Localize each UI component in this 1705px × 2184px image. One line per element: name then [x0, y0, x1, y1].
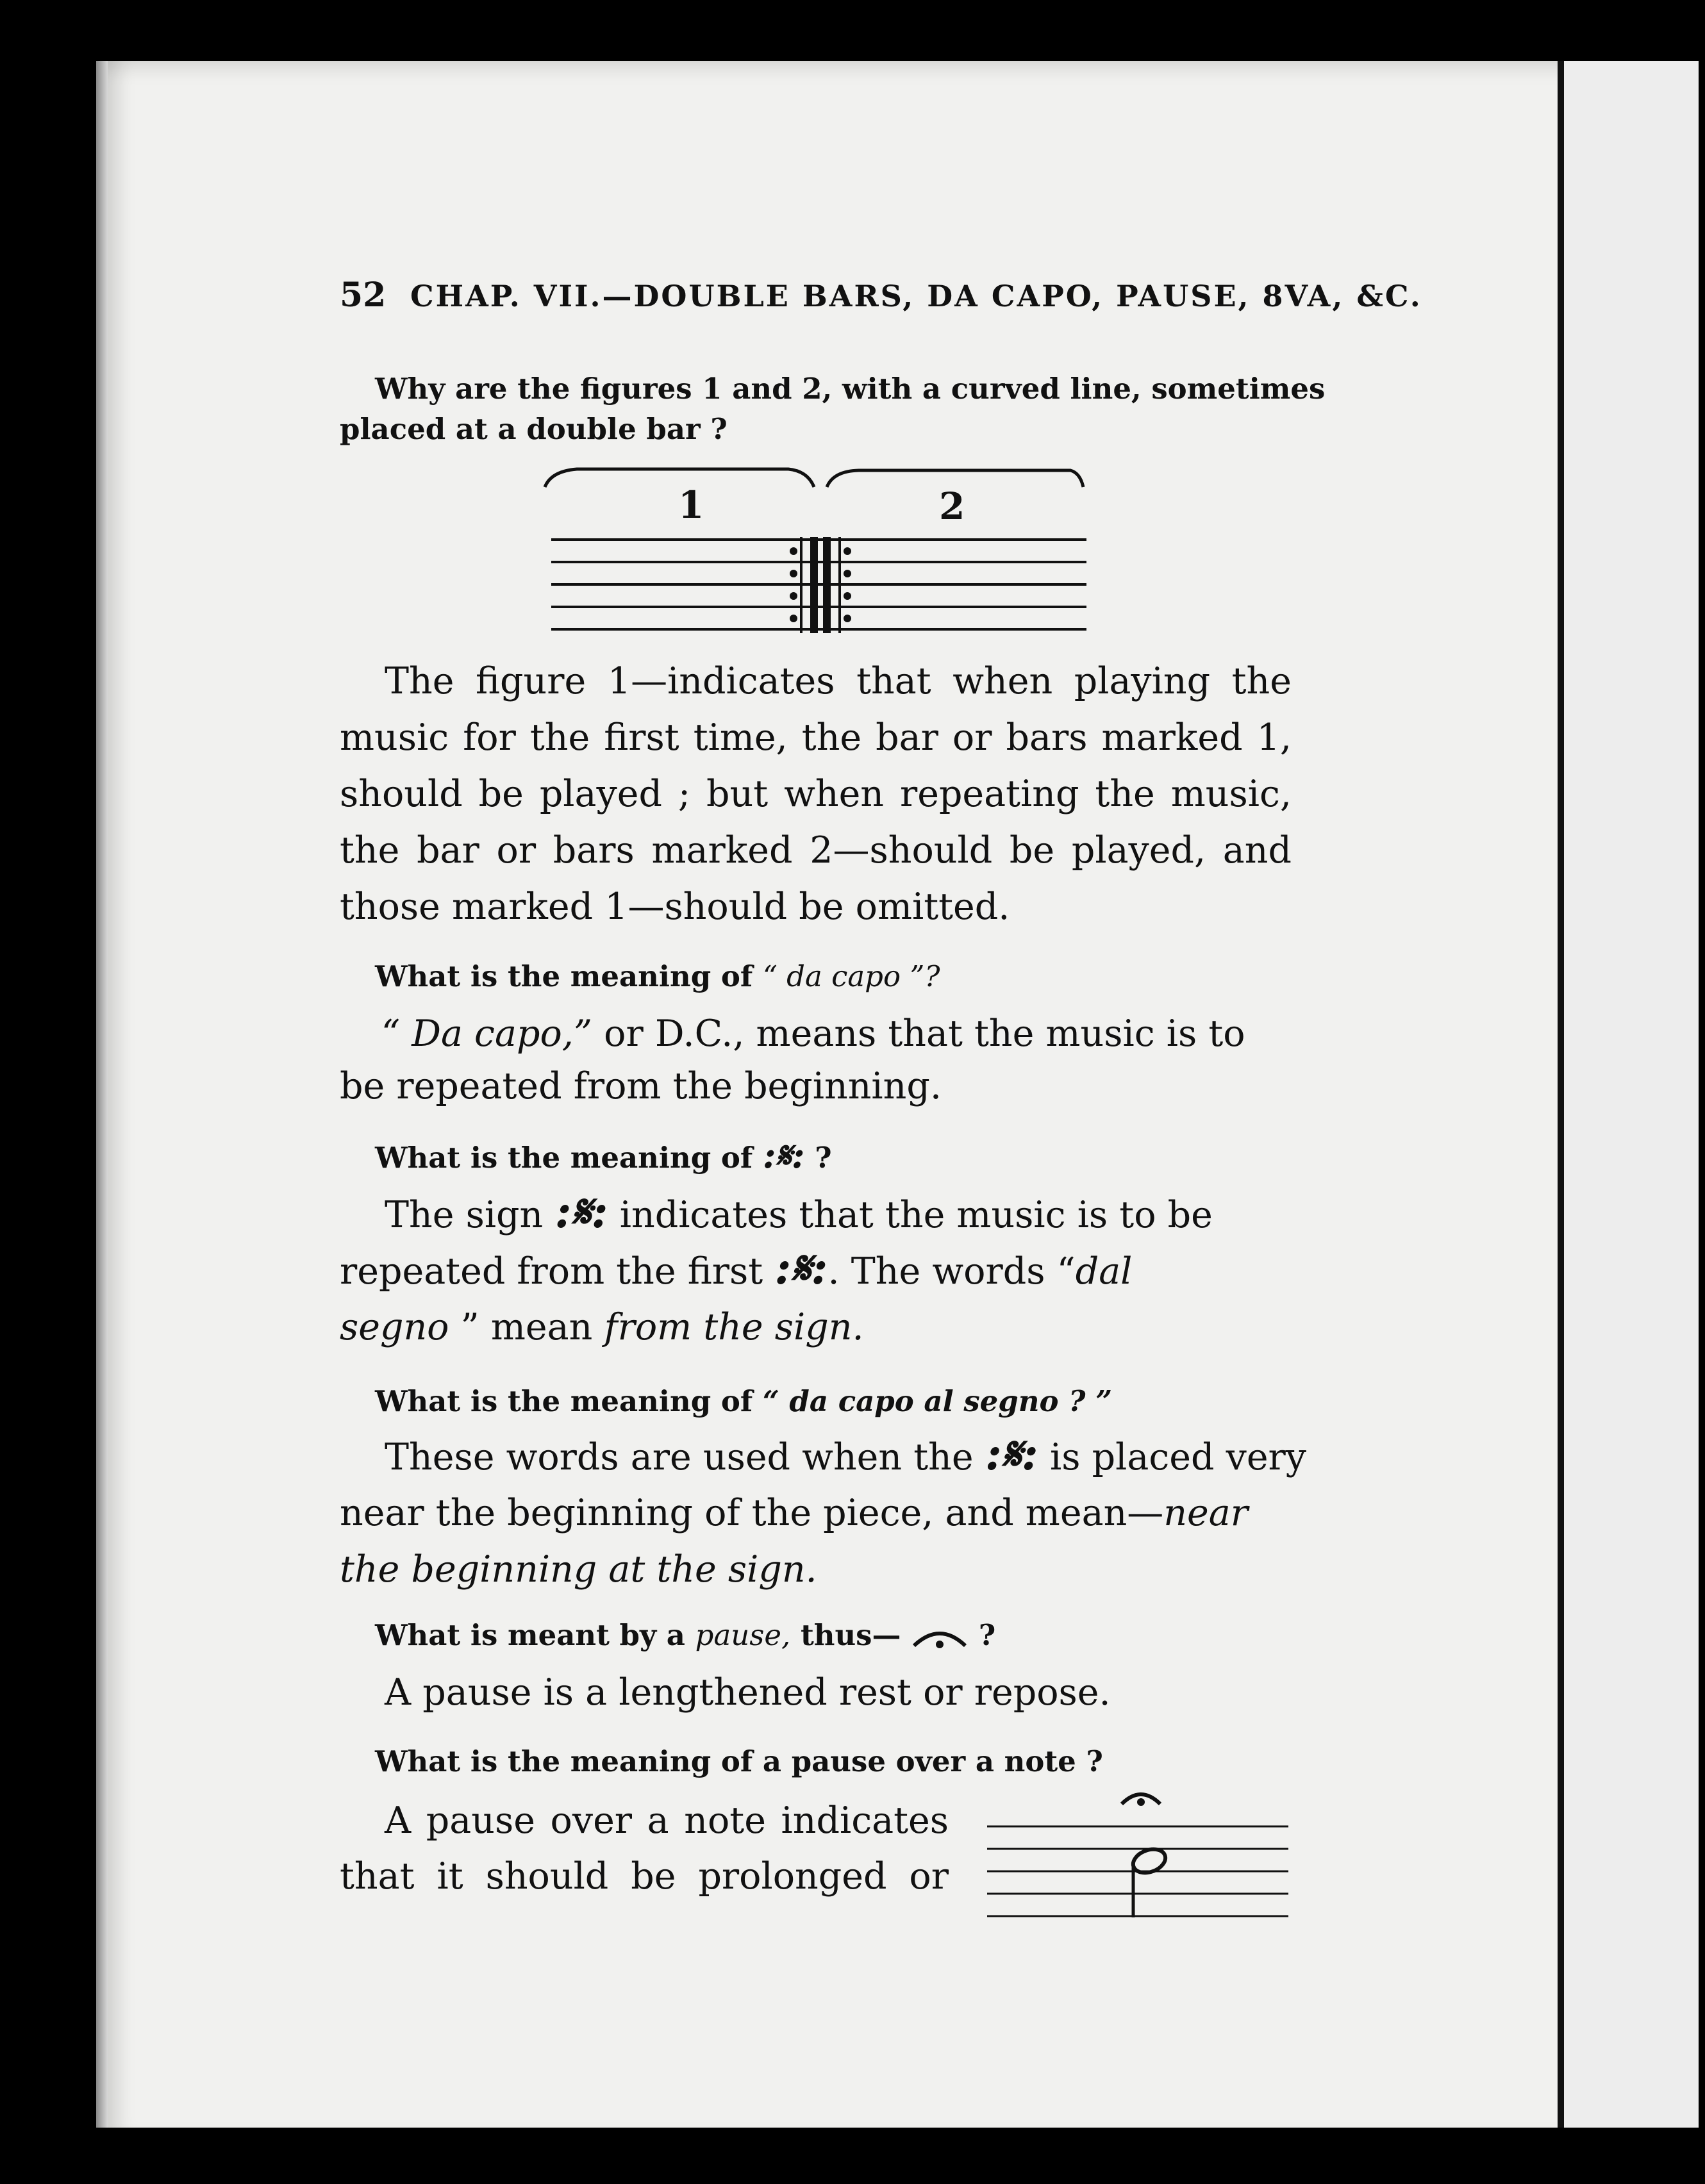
question-3-suffix: ?	[804, 1141, 832, 1175]
segno-sign-icon: :𝄋:	[774, 1241, 828, 1295]
segno-sign-icon: :𝄋:	[985, 1427, 1038, 1480]
answer-5: A pause is a lengthened rest or repose.	[385, 1671, 1111, 1714]
answer-3-line-1	[385, 1184, 1333, 1238]
answer-4-line-2-a: near the beginning of the piece, and mean—	[340, 1492, 1164, 1534]
answer-4-line-1-a: These words are used when the	[385, 1436, 985, 1478]
answer-3-line-3-b: ” mean	[449, 1306, 604, 1348]
answer-6-line-1-text: A pause over a note indicates	[385, 1799, 949, 1842]
answer-2-line-1	[381, 1013, 1330, 1055]
segno-term: segno	[340, 1306, 449, 1348]
dal-term: dal	[1075, 1250, 1133, 1293]
segno-sign-icon: :𝄋:	[554, 1184, 608, 1238]
question-5-end: ?	[969, 1618, 996, 1652]
answer-4-line-1	[385, 1427, 1333, 1480]
answer-3-line-3	[340, 1306, 1288, 1348]
question-4-term: “ da capo al segno ? ”	[762, 1384, 1113, 1418]
answer-4-line-2	[340, 1492, 1288, 1534]
question-6: What is the meaning of a pause over a note ?	[375, 1744, 1103, 1778]
answer-3-line-2-b: . The words “	[828, 1250, 1076, 1293]
question-2	[375, 959, 940, 993]
ending-label-1: 1	[678, 483, 704, 527]
answer-6-line-2	[340, 1855, 949, 1898]
answer-3-line-2	[340, 1241, 1288, 1295]
half-note-icon	[1130, 1845, 1169, 1917]
near-term: near	[1163, 1492, 1248, 1534]
answer-6-line-2-text: that it should be prolonged or	[340, 1855, 949, 1898]
ending-label-2: 2	[939, 484, 965, 528]
answer-1-line-4: the bar or bars marked 2—should be played, and	[340, 829, 1292, 872]
question-1-line-1: Why are the figures 1 and 2, with a curved line, sometimes	[375, 372, 1326, 406]
adjacent-page-edge	[1558, 61, 1699, 2128]
answer-1-line-1: The figure 1—indicates that when playing the	[385, 660, 1292, 702]
answer-1-line-3: should be played ; but when repeating the music,	[340, 773, 1292, 815]
fermata-icon	[911, 1625, 969, 1651]
page-edge	[96, 61, 108, 2128]
question-4-prefix: What is the meaning of	[375, 1384, 763, 1418]
da-capo-term: “ Da capo,”	[381, 1013, 593, 1055]
running-title: CHAP. VII.—DOUBLE BARS, DA CAPO, PAUSE, 8VA, &C.	[410, 279, 1422, 313]
from-the-sign-term: from the sign.	[604, 1306, 864, 1348]
answer-4-line-1-b: is placed very	[1038, 1436, 1307, 1478]
question-2-term: “ da capo ”?	[762, 959, 940, 993]
staff-lines	[551, 540, 1086, 629]
answer-1-line-5: those marked 1—should be omitted.	[340, 886, 1010, 928]
answer-2-line-1-rest: or D.C., means that the music is to	[592, 1013, 1245, 1055]
question-5-suffix: thus—	[790, 1618, 911, 1652]
page-number: 52	[340, 276, 387, 315]
question-3-prefix: What is the meaning of	[375, 1141, 763, 1175]
pause-over-note-figure	[984, 1782, 1292, 1923]
question-4	[375, 1384, 1112, 1418]
question-2-prefix: What is the meaning of	[375, 959, 763, 993]
answer-3-line-2-a: repeated from the first	[340, 1250, 775, 1293]
question-1-line-2: placed at a double bar ?	[340, 412, 728, 446]
endings-staff-figure	[538, 461, 1102, 641]
segno-sign-icon: :𝄋:	[762, 1134, 805, 1177]
answer-3-line-1-b: indicates that the music is to be	[608, 1194, 1213, 1236]
answer-3-line-1-a: The sign	[385, 1194, 555, 1236]
answer-1-line-2: music for the first time, the bar or bars marked 1,	[340, 716, 1292, 759]
answer-6-line-1	[385, 1799, 949, 1842]
question-5	[375, 1618, 995, 1652]
answer-2-line-2: be repeated from the beginning.	[340, 1065, 942, 1107]
question-5-prefix: What is meant by a	[375, 1618, 695, 1652]
question-3	[375, 1134, 832, 1177]
pause-term: pause,	[695, 1618, 791, 1652]
answer-4-line-3: the beginning at the sign.	[340, 1548, 817, 1591]
